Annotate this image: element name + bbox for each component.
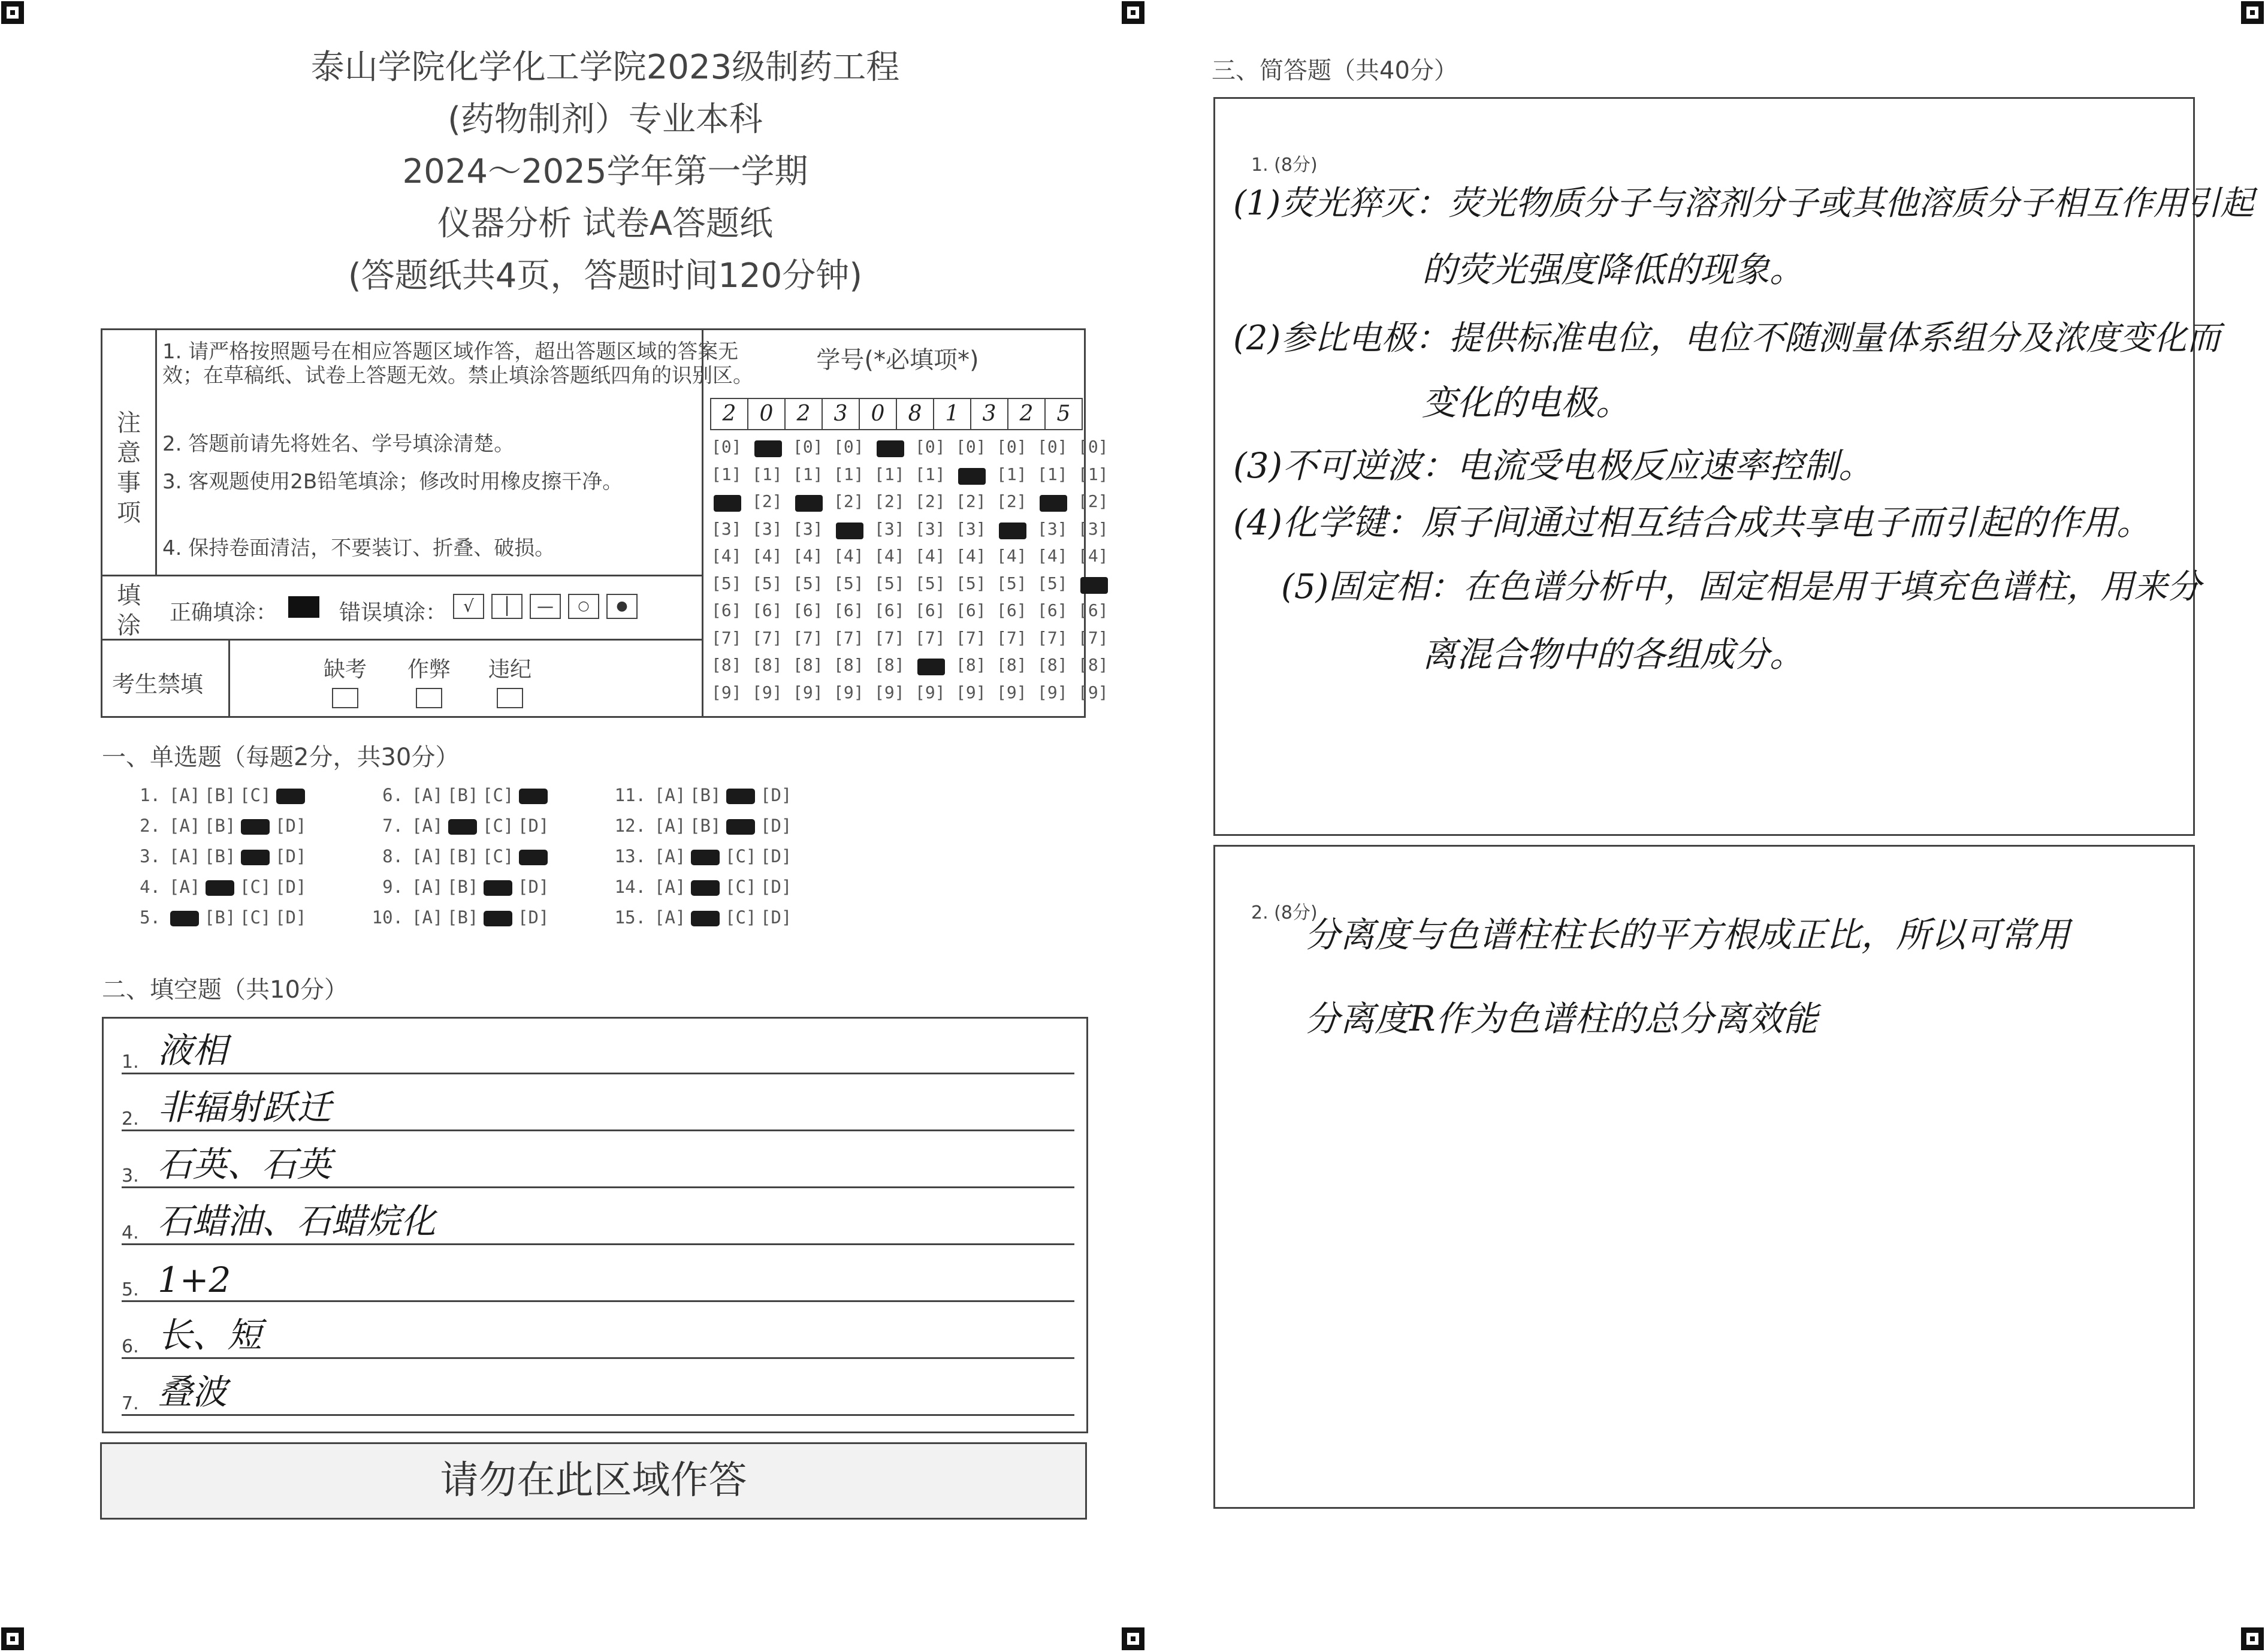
bubble-row xyxy=(711,573,1119,601)
mc-option[interactable]: [B] xyxy=(204,816,236,836)
mc-option[interactable]: [B] xyxy=(204,846,236,866)
id-bubble[interactable]: [9] xyxy=(711,682,742,702)
exam-option-cheat[interactable] xyxy=(405,653,453,708)
mc-question-number: 7. xyxy=(382,816,403,836)
id-bubble[interactable]: [1] xyxy=(711,464,742,484)
student-id-digit: 1 xyxy=(933,398,971,430)
fill-blank-number: 7. xyxy=(122,1393,139,1414)
id-bubble[interactable]: [6] xyxy=(956,600,986,620)
mc-question xyxy=(114,846,357,877)
mc-option[interactable]: [A] xyxy=(169,877,201,897)
mc-row xyxy=(114,846,842,877)
mc-option[interactable]: [D] xyxy=(275,877,307,897)
fill-blank-line[interactable] xyxy=(122,1361,1074,1416)
id-bubble[interactable]: [5] xyxy=(752,573,783,593)
wrong-mark: ○ xyxy=(568,594,599,619)
student-id-bubbles xyxy=(711,437,1119,709)
id-bubble[interactable]: [7] xyxy=(1078,627,1109,648)
exam-option-label: 作弊 xyxy=(407,657,451,682)
mc-option[interactable]: [A] xyxy=(654,846,686,866)
student-id-digit: 3 xyxy=(822,398,860,430)
wrong-mark: √ xyxy=(453,594,484,619)
id-bubble[interactable]: [6] xyxy=(996,600,1027,620)
id-bubble[interactable]: [1] xyxy=(915,464,946,484)
id-bubble[interactable]: [1] xyxy=(996,464,1027,484)
id-bubble[interactable]: [9] xyxy=(793,682,823,702)
mc-option[interactable] xyxy=(518,846,553,877)
id-bubble[interactable]: [6] xyxy=(793,600,823,620)
id-bubble[interactable]: [1] xyxy=(793,464,823,484)
mc-option[interactable]: [B] xyxy=(690,785,721,805)
bubble-row xyxy=(711,628,1119,656)
mc-option[interactable]: [A] xyxy=(654,816,686,836)
q1-answer-line: 的荧光强度降低的现象。 xyxy=(1422,249,1805,290)
id-bubble[interactable]: [2] xyxy=(996,491,1027,511)
mc-option[interactable]: [D] xyxy=(518,816,549,836)
mc-row xyxy=(114,877,842,907)
mc-option[interactable]: [B] xyxy=(447,877,479,897)
header-line: 2024～2025学年第一学期 xyxy=(402,152,808,191)
fill-blank-answer: 长、短 xyxy=(158,1315,262,1355)
wrong-mark: — xyxy=(530,594,561,619)
id-bubble[interactable]: [8] xyxy=(1037,655,1068,675)
student-id-digit: 8 xyxy=(896,398,934,430)
mc-option[interactable]: [A] xyxy=(412,785,443,805)
id-bubble[interactable]: [9] xyxy=(1037,682,1068,702)
bubble-row xyxy=(711,437,1119,464)
student-id-digit: 3 xyxy=(970,398,1008,430)
id-bubble[interactable]: [7] xyxy=(793,627,823,648)
mc-option[interactable]: [C] xyxy=(725,907,757,928)
exam-restricted-label: 考生禁填 xyxy=(112,671,204,697)
fill-blank-answer: 石英、石英 xyxy=(158,1144,332,1185)
id-bubble[interactable] xyxy=(996,519,1037,546)
id-bubble[interactable]: [4] xyxy=(711,546,742,566)
fill-blank-number: 1. xyxy=(122,1052,139,1073)
corner-marker-bottom-right xyxy=(2241,1627,2264,1650)
header-line: 泰山学院化学化工学院2023级制药工程 xyxy=(310,48,900,87)
id-bubble[interactable]: [2] xyxy=(874,491,905,511)
student-id-digit: 2 xyxy=(710,398,748,430)
mc-option[interactable] xyxy=(690,907,725,938)
id-bubble[interactable]: [4] xyxy=(996,546,1027,566)
mc-question-number: 9. xyxy=(382,877,403,897)
mc-option[interactable] xyxy=(275,785,310,816)
id-bubble[interactable]: [7] xyxy=(711,627,742,648)
corner-marker-top-right xyxy=(2241,1,2264,24)
id-bubble[interactable]: [1] xyxy=(833,464,864,484)
fill-blank-line[interactable] xyxy=(122,1248,1074,1302)
q1-answer-line: 离混合物中的各组成分。 xyxy=(1422,634,1805,675)
fill-blank-box xyxy=(102,1017,1088,1433)
header-line: (药物制剂）专业本科 xyxy=(448,100,763,139)
mc-option[interactable]: [C] xyxy=(482,816,514,836)
mc-question xyxy=(357,846,599,877)
bubble-row xyxy=(711,464,1119,492)
mc-option[interactable] xyxy=(204,877,240,907)
id-bubble[interactable]: [0] xyxy=(833,437,864,457)
fill-blank-line[interactable] xyxy=(122,1134,1074,1188)
fill-blank-number: 2. xyxy=(122,1109,139,1129)
mc-question-number: 14. xyxy=(614,877,646,897)
mc-option[interactable]: [A] xyxy=(412,907,443,928)
mc-option[interactable]: [D] xyxy=(518,907,549,928)
fill-blank-number: 6. xyxy=(122,1336,139,1357)
id-bubble[interactable]: [4] xyxy=(915,546,946,566)
correct-fill-label: 正确填涂： xyxy=(170,600,278,625)
id-bubble[interactable]: [9] xyxy=(752,682,783,702)
mc-option[interactable] xyxy=(725,785,760,816)
id-bubble[interactable] xyxy=(1037,491,1078,519)
mc-question-number: 8. xyxy=(382,846,403,866)
id-bubble[interactable]: [9] xyxy=(833,682,864,702)
id-bubble[interactable]: [3] xyxy=(874,518,905,539)
id-bubble[interactable]: [1] xyxy=(752,464,783,484)
id-bubble[interactable]: [0] xyxy=(1078,437,1109,457)
corner-marker-bottom-center xyxy=(1122,1627,1144,1650)
student-id-digits xyxy=(711,398,1083,430)
mc-question xyxy=(357,907,599,938)
mc-question xyxy=(599,785,842,816)
fill-blank-line[interactable] xyxy=(122,1304,1074,1359)
mc-option[interactable] xyxy=(482,907,518,938)
fill-blank-answer: 石蜡油、石蜡烷化 xyxy=(158,1201,436,1242)
mc-option[interactable]: [D] xyxy=(275,907,307,928)
id-bubble[interactable]: [6] xyxy=(1037,600,1068,620)
id-bubble[interactable]: [9] xyxy=(956,682,986,702)
mc-option[interactable]: [C] xyxy=(482,785,514,805)
id-bubble[interactable] xyxy=(956,464,996,492)
section1-title: 一、单选题（每题2分，共30分） xyxy=(102,744,460,771)
mc-question xyxy=(114,877,357,907)
mc-question xyxy=(357,816,599,846)
id-bubble[interactable]: [7] xyxy=(1037,627,1068,648)
wrong-fill-label: 错误填涂： xyxy=(339,600,448,625)
mc-option[interactable]: [C] xyxy=(240,907,271,928)
mc-question xyxy=(599,877,842,907)
id-bubble[interactable]: [9] xyxy=(915,682,946,702)
no-answer-zone: 请勿在此区域作答 xyxy=(100,1442,1087,1520)
id-bubble[interactable]: [3] xyxy=(915,518,946,539)
fill-blank-answer: 1+2 xyxy=(158,1260,231,1300)
mc-option[interactable]: [B] xyxy=(447,785,479,805)
id-bubble[interactable] xyxy=(915,655,956,682)
id-bubble[interactable]: [0] xyxy=(915,437,946,457)
q2-label: 2. (8分) xyxy=(1251,902,1318,923)
mc-option[interactable]: [A] xyxy=(654,877,686,897)
id-bubble[interactable]: [3] xyxy=(711,518,742,539)
short-answer-q2-box[interactable] xyxy=(1213,845,2195,1509)
id-bubble[interactable]: [5] xyxy=(996,573,1027,593)
mc-option[interactable]: [B] xyxy=(204,785,236,805)
mc-question-number: 1. xyxy=(140,785,161,805)
id-bubble[interactable]: [2] xyxy=(1078,491,1109,511)
wrong-mark: ● xyxy=(606,594,638,619)
mc-option[interactable] xyxy=(482,877,518,907)
exam-option-checkbox[interactable] xyxy=(332,688,358,708)
mc-question-number: 11. xyxy=(614,785,646,805)
id-bubble[interactable]: [8] xyxy=(711,655,742,675)
section2-title: 二、填空题（共10分） xyxy=(102,976,348,1004)
mc-option[interactable]: [A] xyxy=(654,785,686,805)
mc-option[interactable]: [D] xyxy=(760,816,792,836)
wrong-mark: │ xyxy=(491,594,523,619)
id-bubble[interactable]: [5] xyxy=(874,573,905,593)
id-bubble[interactable]: [7] xyxy=(996,627,1027,648)
mc-option[interactable] xyxy=(240,816,275,846)
mc-question-number: 15. xyxy=(614,907,646,928)
id-bubble[interactable]: [8] xyxy=(833,655,864,675)
fill-blank-answer: 非辐射跃迁 xyxy=(158,1087,332,1128)
fill-blank-number: 5. xyxy=(122,1279,139,1300)
mc-option[interactable] xyxy=(447,816,482,846)
mc-question-number: 2. xyxy=(140,816,161,836)
mc-option[interactable]: [B] xyxy=(204,907,236,928)
mc-option[interactable]: [C] xyxy=(725,877,757,897)
id-bubble[interactable]: [6] xyxy=(711,600,742,620)
exam-option-checkbox[interactable] xyxy=(497,688,523,708)
id-bubble[interactable]: [8] xyxy=(752,655,783,675)
mc-question-number: 5. xyxy=(140,907,161,928)
id-bubble[interactable]: [4] xyxy=(793,546,823,566)
student-id-title: 学号(*必填项*) xyxy=(816,346,979,374)
id-bubble[interactable]: [4] xyxy=(874,546,905,566)
id-bubble[interactable]: [3] xyxy=(752,518,783,539)
mc-option[interactable]: [D] xyxy=(275,816,307,836)
fill-label: 填涂 xyxy=(117,582,141,639)
notice-label: 注意事项 xyxy=(117,409,141,527)
student-id-digit: 5 xyxy=(1044,398,1083,430)
id-bubble[interactable] xyxy=(1078,573,1119,601)
id-bubble[interactable]: [0] xyxy=(793,437,823,457)
mc-option[interactable]: [D] xyxy=(760,846,792,866)
bubble-row xyxy=(711,491,1119,519)
header-line: 仪器分析 试卷A答题纸 xyxy=(437,204,774,243)
id-bubble[interactable]: [6] xyxy=(752,600,783,620)
id-bubble[interactable]: [1] xyxy=(1037,464,1068,484)
mc-option[interactable]: [C] xyxy=(240,877,271,897)
mc-option[interactable]: [A] xyxy=(169,816,201,836)
mc-question-number: 12. xyxy=(614,816,646,836)
mc-option[interactable]: [B] xyxy=(447,907,479,928)
id-bubble[interactable]: [9] xyxy=(996,682,1027,702)
correct-fill-sample xyxy=(288,596,319,618)
multiple-choice-grid xyxy=(114,785,842,938)
id-bubble[interactable] xyxy=(752,437,793,464)
notice-item: 4. 保持卷面清洁，不要装订、折叠、破损。 xyxy=(162,536,555,560)
id-bubble[interactable]: [3] xyxy=(956,518,986,539)
q1-answer-line: (2)参比电极：提供标准电位，电位不随测量体系组分及浓度变化而 xyxy=(1233,319,2221,358)
id-bubble[interactable]: [6] xyxy=(874,600,905,620)
mc-option[interactable]: [A] xyxy=(412,877,443,897)
id-bubble[interactable]: [4] xyxy=(956,546,986,566)
mc-option[interactable] xyxy=(725,816,760,846)
mc-option[interactable]: [C] xyxy=(725,846,757,866)
info-table xyxy=(101,328,1109,718)
mc-question-number: 3. xyxy=(140,846,161,866)
mc-option[interactable]: [D] xyxy=(760,785,792,805)
fill-blank-number: 4. xyxy=(122,1222,139,1243)
mc-option[interactable]: [D] xyxy=(760,907,792,928)
id-bubble[interactable]: [2] xyxy=(956,491,986,511)
mc-option[interactable]: [A] xyxy=(169,846,201,866)
wrong-fill-samples xyxy=(453,594,638,619)
header-line: (答题纸共4页，答题时间120分钟) xyxy=(348,256,863,295)
mc-option[interactable] xyxy=(690,846,725,877)
mc-question xyxy=(599,907,842,938)
q2-answer-line: 分离度R作为色谱柱的总分离效能 xyxy=(1305,998,1818,1039)
bubble-row xyxy=(711,546,1119,573)
mc-question xyxy=(114,785,357,816)
id-bubble[interactable]: [2] xyxy=(915,491,946,511)
id-bubble[interactable]: [5] xyxy=(915,573,946,593)
id-bubble[interactable]: [7] xyxy=(874,627,905,648)
id-bubble[interactable]: [8] xyxy=(956,655,986,675)
id-bubble[interactable] xyxy=(874,437,915,464)
id-bubble[interactable]: [0] xyxy=(711,437,742,457)
id-bubble[interactable]: [7] xyxy=(915,627,946,648)
q1-answer-line: (4)化学键：原子间通过相互结合成共享电子而引起的作用。 xyxy=(1233,502,2152,543)
mc-question-number: 6. xyxy=(382,785,403,805)
mc-option[interactable]: [A] xyxy=(412,846,443,866)
bubble-row xyxy=(711,600,1119,628)
bubble-row xyxy=(711,655,1119,682)
corner-marker-top-center xyxy=(1122,1,1144,24)
fill-blank-answer: 叠波 xyxy=(158,1372,228,1412)
id-bubble[interactable]: [9] xyxy=(874,682,905,702)
id-bubble[interactable]: [8] xyxy=(874,655,905,675)
id-bubble[interactable]: [9] xyxy=(1078,682,1109,702)
id-bubble[interactable]: [8] xyxy=(996,655,1027,675)
q1-answer-line: 变化的电极。 xyxy=(1422,382,1631,423)
short-answer-q1-box[interactable] xyxy=(1213,97,2254,836)
mc-row xyxy=(114,907,842,938)
mc-option[interactable] xyxy=(518,785,553,816)
corner-marker-top-left xyxy=(1,1,24,24)
id-bubble[interactable]: [3] xyxy=(1078,518,1109,539)
id-bubble[interactable]: [7] xyxy=(833,627,864,648)
student-id-digit: 0 xyxy=(859,398,897,430)
id-bubble[interactable] xyxy=(833,519,874,546)
id-bubble[interactable]: [0] xyxy=(956,437,986,457)
id-bubble[interactable]: [6] xyxy=(833,600,864,620)
id-bubble[interactable]: [1] xyxy=(1078,464,1109,484)
id-bubble[interactable]: [7] xyxy=(956,627,986,648)
id-bubble[interactable]: [8] xyxy=(1078,655,1109,675)
corner-marker-bottom-left xyxy=(1,1627,24,1650)
student-id-digit: 0 xyxy=(747,398,786,430)
id-bubble[interactable]: [5] xyxy=(711,573,742,593)
exam-option-checkbox[interactable] xyxy=(416,688,442,708)
id-bubble[interactable]: [0] xyxy=(996,437,1027,457)
q1-label: 1. (8分) xyxy=(1251,155,1318,176)
q1-answer-line: (5)固定相：在色谱分析中，固定相是用于填充色谱柱，用来分 xyxy=(1281,567,2201,606)
mc-question xyxy=(599,846,842,877)
exam-option-label: 缺考 xyxy=(323,657,367,682)
id-bubble[interactable]: [6] xyxy=(1078,600,1109,620)
mc-option[interactable]: [B] xyxy=(447,846,479,866)
id-bubble[interactable]: [4] xyxy=(833,546,864,566)
section3-title: 三、简答题（共40分） xyxy=(1212,57,1458,84)
mc-option[interactable]: [D] xyxy=(518,877,549,897)
id-bubble[interactable]: [8] xyxy=(793,655,823,675)
fill-blank-answer: 液相 xyxy=(158,1030,228,1071)
id-bubble[interactable] xyxy=(793,491,833,519)
fill-blank-line[interactable] xyxy=(122,1077,1074,1131)
mc-option[interactable]: [B] xyxy=(690,816,721,836)
id-bubble[interactable]: [4] xyxy=(1078,546,1109,566)
id-bubble[interactable]: [5] xyxy=(1037,573,1068,593)
bubble-row xyxy=(711,682,1119,710)
mc-question-number: 10. xyxy=(372,907,403,928)
student-id-digit: 2 xyxy=(1007,398,1046,430)
id-bubble[interactable]: [5] xyxy=(956,573,986,593)
mc-row xyxy=(114,785,842,816)
mc-question xyxy=(114,907,357,938)
id-bubble[interactable]: [5] xyxy=(833,573,864,593)
notice-item: 3. 客观题使用2B铅笔填涂；修改时用橡皮擦干净。 xyxy=(162,470,623,494)
mc-option[interactable]: [C] xyxy=(240,785,271,805)
mc-option[interactable]: [A] xyxy=(654,907,686,928)
student-id-digit: 2 xyxy=(784,398,823,430)
exam-option-violation[interactable] xyxy=(486,653,534,708)
q1-answer-line: (1)荧光猝灭：荧光物质分子与溶剂分子或其他溶质分子相互作用引起 xyxy=(1233,184,2254,223)
id-bubble[interactable]: [4] xyxy=(752,546,783,566)
id-bubble[interactable]: [0] xyxy=(1037,437,1068,457)
exam-option-absent[interactable] xyxy=(321,653,369,708)
mc-row xyxy=(114,816,842,846)
mc-question-number: 13. xyxy=(614,846,646,866)
id-bubble[interactable]: [2] xyxy=(752,491,783,511)
id-bubble[interactable]: [6] xyxy=(915,600,946,620)
exam-option-label: 违纪 xyxy=(488,657,531,682)
q1-answer-line: (3)不可逆波：电流受电极反应速率控制。 xyxy=(1233,445,1874,486)
mc-question xyxy=(599,816,842,846)
mc-question xyxy=(357,877,599,907)
mc-question xyxy=(114,816,357,846)
id-bubble[interactable]: [1] xyxy=(874,464,905,484)
mc-option[interactable] xyxy=(690,877,725,907)
mc-question xyxy=(357,785,599,816)
id-bubble[interactable]: [4] xyxy=(1037,546,1068,566)
mc-option[interactable]: [A] xyxy=(412,816,443,836)
id-bubble[interactable]: [7] xyxy=(752,627,783,648)
id-bubble[interactable]: [5] xyxy=(793,573,823,593)
mc-option[interactable]: [D] xyxy=(275,846,307,866)
mc-option[interactable]: [D] xyxy=(760,877,792,897)
mc-option[interactable]: [C] xyxy=(482,846,514,866)
mc-option[interactable]: [A] xyxy=(169,785,201,805)
id-bubble[interactable]: [2] xyxy=(833,491,864,511)
mc-option[interactable] xyxy=(169,907,204,938)
mc-question-number: 4. xyxy=(140,877,161,897)
mc-option[interactable] xyxy=(240,846,275,877)
fill-blank-line[interactable] xyxy=(122,1020,1074,1074)
bubble-row xyxy=(711,519,1119,546)
q2-answer-line: 分离度与色谱柱柱长的平方根成正比，所以可常用 xyxy=(1305,914,2070,955)
id-bubble[interactable]: [3] xyxy=(793,518,823,539)
fill-blank-number: 3. xyxy=(122,1165,139,1186)
id-bubble[interactable] xyxy=(711,491,752,519)
notice-item: 2. 答题前请先将姓名、学号填涂清楚。 xyxy=(162,432,515,456)
fill-blank-line[interactable] xyxy=(122,1191,1074,1245)
id-bubble[interactable]: [3] xyxy=(1037,518,1068,539)
notice-item: 1. 请严格按照题号在相应答题区域作答，超出答题区域的答案无效；在草稿纸、试卷上答题无效。禁止填涂答题纸四角的识别区。 xyxy=(162,340,753,388)
